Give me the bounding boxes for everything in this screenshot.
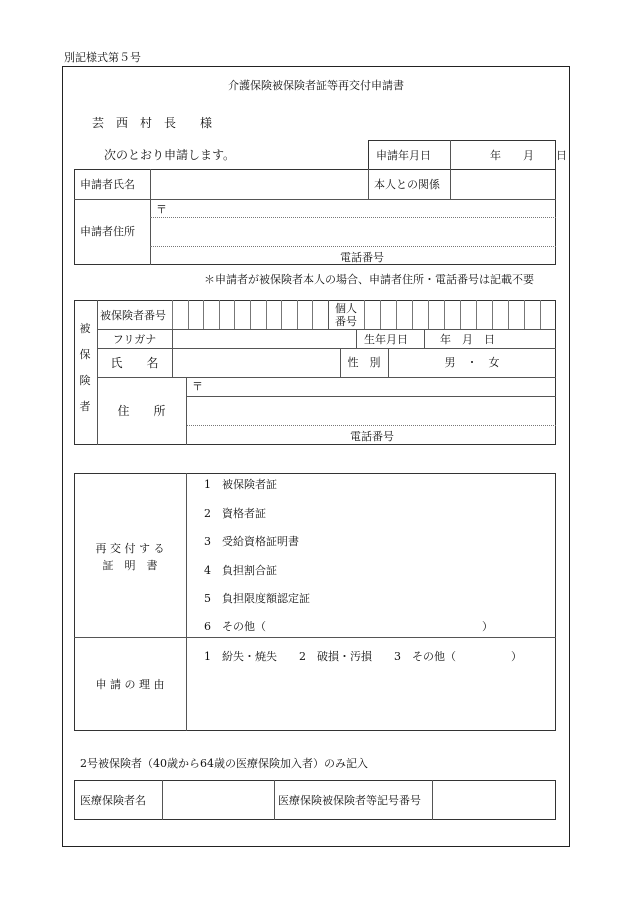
reissue-table <box>74 473 556 731</box>
insured-phone-label: 電話番号 <box>350 430 394 443</box>
applicant-note: ＊申請者が被保険者本人の場合、申請者住所・電話番号は記載不要 <box>204 273 534 286</box>
medical-insurer-label: 医療保険者名 <box>80 794 146 807</box>
medical-note: 2号被保険者（40歳から64歳の医療保険加入者）のみ記入 <box>80 757 368 770</box>
personal-number-label-2: 番号 <box>335 315 357 328</box>
applicant-name-label: 申請者氏名 <box>80 178 135 191</box>
personal-number-boxes[interactable] <box>364 300 556 329</box>
reissue-other-close: ） <box>482 620 493 633</box>
reissue-item-3[interactable]: 3 受給資格証明書 <box>204 535 299 548</box>
medical-number-field[interactable] <box>434 782 554 818</box>
insured-address-label: 住 所 <box>117 404 166 418</box>
medical-insurer-field[interactable] <box>164 782 272 818</box>
application-date-field[interactable]: 年 月 日 <box>490 149 567 162</box>
applicant-address-field[interactable] <box>152 219 554 245</box>
applicant-phone-label: 電話番号 <box>340 251 384 264</box>
insured-address-field[interactable] <box>188 398 554 424</box>
applicant-address-label: 申請者住所 <box>80 225 135 238</box>
reason-options[interactable]: 1 紛失・焼失 2 破損・汚損 3 その他（ ） <box>204 650 522 663</box>
reissue-label-1: 再 交 付 す る <box>95 542 165 555</box>
reason-label: 申 請 の 理 由 <box>95 678 165 691</box>
furigana-field[interactable] <box>174 331 354 347</box>
birth-date-label: 生年月日 <box>364 333 408 346</box>
insured-postal-mark: 〒 <box>192 380 203 393</box>
insured-name-label: 氏 名 <box>110 356 159 370</box>
application-date-label: 申請年月日 <box>376 149 431 162</box>
insured-number-boxes[interactable] <box>172 300 328 329</box>
applicant-postal-mark: 〒 <box>156 203 167 216</box>
insured-number-label: 被保険者番号 <box>100 309 166 322</box>
sex-label: 性 別 <box>347 356 381 369</box>
reissue-item-1[interactable]: 1 被保険者証 <box>204 478 277 491</box>
birth-date-field[interactable]: 年 月 日 <box>440 333 495 346</box>
reissue-item-4[interactable]: 4 負担割合証 <box>204 564 277 577</box>
relation-field[interactable] <box>452 171 554 198</box>
addressee: 芸 西 村 長 様 <box>92 116 213 130</box>
form-number: 別記様式第５号 <box>64 51 141 64</box>
reissue-item-5[interactable]: 5 負担限度額認定証 <box>204 592 310 605</box>
applicant-name-field[interactable] <box>152 171 366 198</box>
sex-options[interactable]: 男 ・ 女 <box>444 356 500 369</box>
form-title: 介護保険被保険者証等再交付申請書 <box>228 79 404 92</box>
reissue-item-2[interactable]: 2 資格者証 <box>204 507 266 520</box>
relation-label: 本人との関係 <box>374 178 440 191</box>
medical-number-label: 医療保険被保険者等記号番号 <box>278 794 421 807</box>
intro-text: 次のとおり申請します。 <box>104 148 236 162</box>
insured-side-label: 被 保 険 者 <box>79 322 91 413</box>
reissue-item-6[interactable]: 6 その他（ <box>204 620 266 633</box>
furigana-label: フリガナ <box>112 333 157 346</box>
insured-name-field[interactable] <box>174 350 338 376</box>
personal-number-label-1: 個人 <box>335 302 357 315</box>
reissue-label-2: 証 明 書 <box>102 559 158 572</box>
